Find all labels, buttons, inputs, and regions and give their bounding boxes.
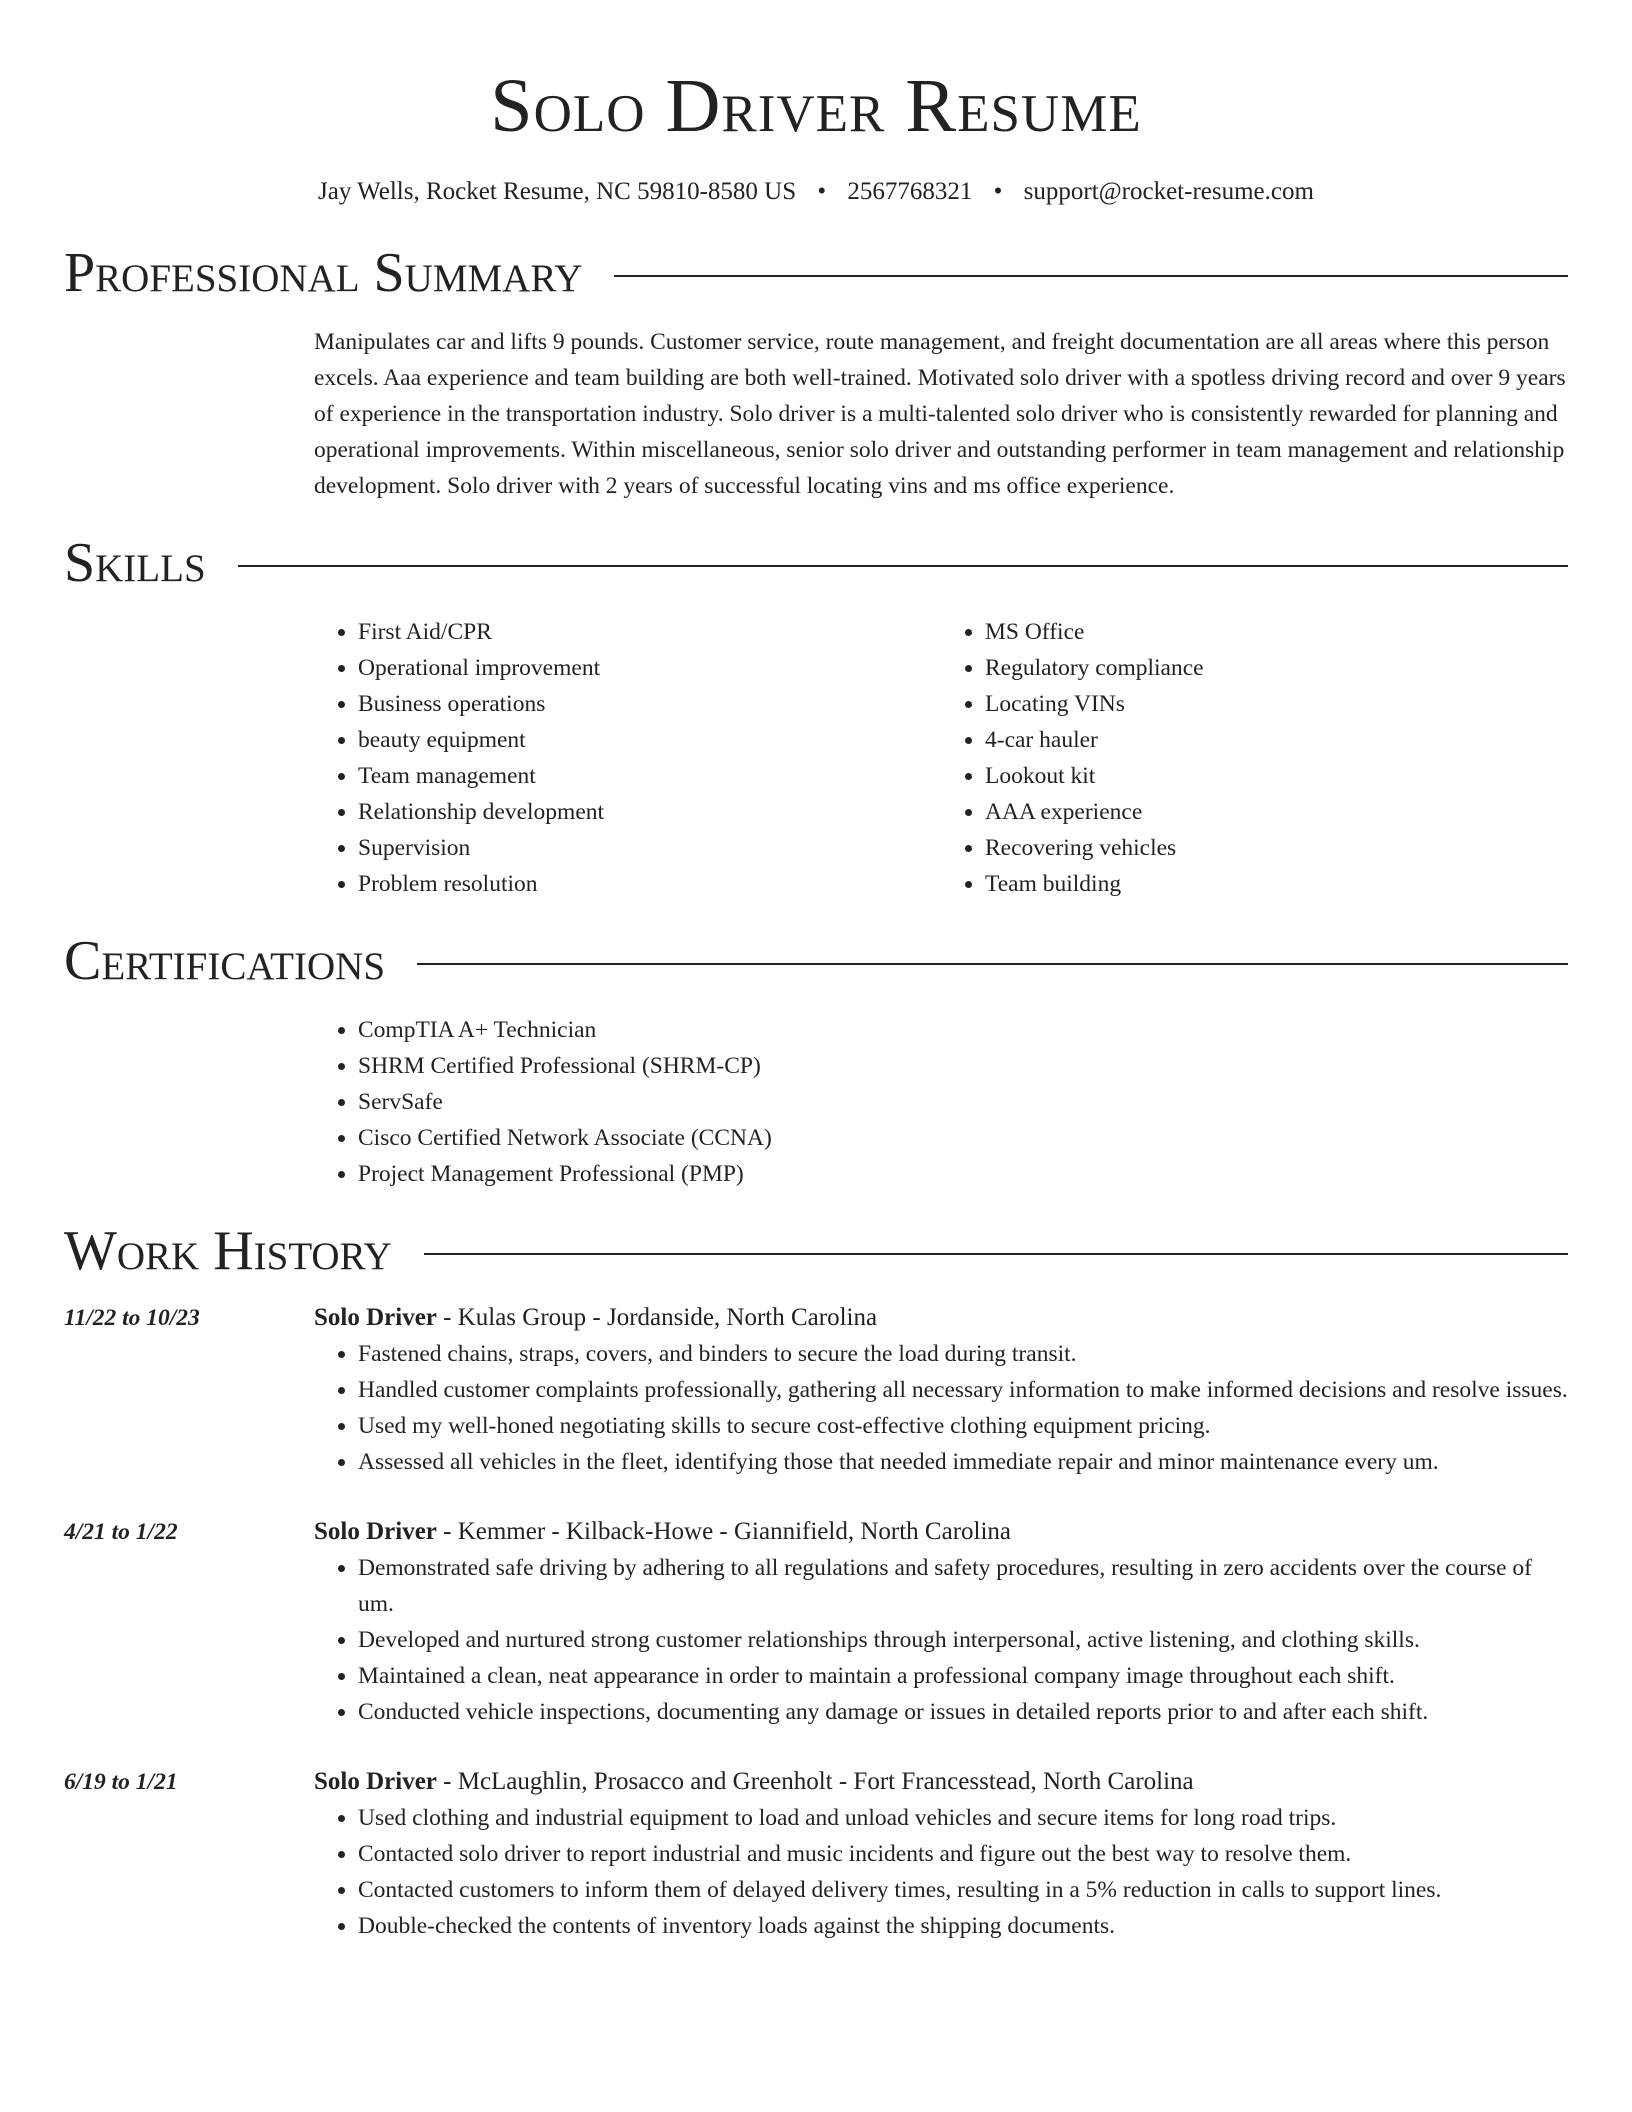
list-item: • SHRM Certified Professional (SHRM-CP) xyxy=(358,1048,1568,1084)
job-body xyxy=(314,1300,1568,1480)
contact-separator: • xyxy=(817,178,827,205)
job-employer: - McLaughlin, Prosacco and Greenholt - Fort Francesstead, North Carolina xyxy=(436,1768,1194,1795)
list-item: • 4-car hauler xyxy=(985,722,1568,758)
job-entry xyxy=(64,1764,1568,1944)
job-title: Solo Driver xyxy=(314,1304,437,1331)
list-item: • Maintained a clean, neat appearance in order to maintain a professional company image throughout each shift. xyxy=(358,1658,1568,1694)
summary-text: Manipulates car and lifts 9 pounds. Customer service, route management, and freight documentation are all areas where this person excels. Aaa experience and team building are both well-trained. Motivated solo driver with a spotless driving record and over 9 years of experience in the transportation industry. Solo driver is a multi-talented solo driver who is consistently rewarded for planning and operational improvements. Within miscellaneous, senior solo driver and outstanding performer in team management and relationship development. Solo driver with 2 years of successful locating vins and ms office experience. xyxy=(314,329,1566,499)
contact-separator: • xyxy=(993,178,1003,205)
list-item: • Regulatory compliance xyxy=(985,650,1568,686)
list-item: • First Aid/CPR xyxy=(358,614,941,650)
section-heading: Certifications xyxy=(64,930,386,992)
certifications-list-wrap xyxy=(314,1012,1568,1192)
list-item: • ServSafe xyxy=(358,1084,1568,1120)
job-body xyxy=(314,1764,1568,1944)
list-item: • Locating VINs xyxy=(985,686,1568,722)
contact-phone: 2567768321 xyxy=(847,178,973,205)
section-divider xyxy=(424,1253,1568,1255)
list-item: • beauty equipment xyxy=(358,722,941,758)
list-item: • Supervision xyxy=(358,830,941,866)
certifications-section-header xyxy=(64,928,1568,994)
section-heading: Skills xyxy=(64,532,206,594)
section-divider xyxy=(417,963,1568,965)
job-entry xyxy=(64,1514,1568,1730)
section-divider xyxy=(238,565,1568,567)
section-divider xyxy=(614,275,1568,277)
contact-email: support@rocket-resume.com xyxy=(1023,178,1314,205)
skills-grid xyxy=(314,614,1568,902)
list-item: • Business operations xyxy=(358,686,941,722)
list-item: • Contacted customers to inform them of delayed delivery times, resulting in a 5% reduction in calls to support lines. xyxy=(358,1872,1568,1908)
certifications-list xyxy=(314,1012,1568,1192)
list-item: • CompTIA A+ Technician xyxy=(358,1012,1568,1048)
job-title: Solo Driver xyxy=(314,1518,437,1545)
list-item: • Team management xyxy=(358,758,941,794)
contact-address: Jay Wells, Rocket Resume, NC 59810-8580 US xyxy=(318,178,797,205)
list-item: • AAA experience xyxy=(985,794,1568,830)
section-heading: Work History xyxy=(64,1220,392,1282)
list-item: • Assessed all vehicles in the fleet, identifying those that needed immediate repair and minor maintenance every um. xyxy=(358,1444,1568,1480)
resume-title: Solo Driver Resume xyxy=(490,64,1142,148)
list-item: • Double-checked the contents of inventory loads against the shipping documents. xyxy=(358,1908,1568,1944)
list-item: • Used my well-honed negotiating skills to secure cost-effective clothing equipment pricing. xyxy=(358,1408,1568,1444)
list-item: • Cisco Certified Network Associate (CCNA) xyxy=(358,1120,1568,1156)
job-header xyxy=(314,1764,1568,1800)
list-item: • Recovering vehicles xyxy=(985,830,1568,866)
list-item: • Problem resolution xyxy=(358,866,941,902)
list-item: • Demonstrated safe driving by adhering to all regulations and safety procedures, resulting in zero accidents over the course of um. xyxy=(358,1550,1568,1622)
job-employer: - Kemmer - Kilback-Howe - Giannifield, North Carolina xyxy=(436,1518,1012,1545)
job-bullets xyxy=(314,1550,1568,1730)
job-title: Solo Driver xyxy=(314,1768,437,1795)
skills-section-header xyxy=(64,530,1568,596)
skills-list-left xyxy=(314,614,941,902)
job-entry xyxy=(64,1300,1568,1480)
job-header xyxy=(314,1514,1568,1550)
list-item: • Lookout kit xyxy=(985,758,1568,794)
list-item: • Team building xyxy=(985,866,1568,902)
job-dates: 11/22 to 10/23 xyxy=(64,1305,200,1331)
list-item: • Relationship development xyxy=(358,794,941,830)
job-bullets xyxy=(314,1336,1568,1480)
contact-line xyxy=(64,174,1568,210)
list-item: • Operational improvement xyxy=(358,650,941,686)
list-item: • Project Management Professional (PMP) xyxy=(358,1156,1568,1192)
list-item: • Conducted vehicle inspections, documenting any damage or issues in detailed reports prior to and after each shift. xyxy=(358,1694,1568,1730)
list-item: • Used clothing and industrial equipment to load and unload vehicles and secure items for long road trips. xyxy=(358,1800,1568,1836)
summary-section-header xyxy=(64,240,1568,306)
section-heading: Professional Summary xyxy=(64,242,583,304)
list-item: • Developed and nurtured strong customer relationships through interpersonal, active listening, and clothing skills. xyxy=(358,1622,1568,1658)
job-dates: 4/21 to 1/22 xyxy=(64,1519,178,1545)
job-body xyxy=(314,1514,1568,1730)
job-employer: - Kulas Group - Jordanside, North Carolina xyxy=(436,1304,878,1331)
list-item: • Handled customer complaints professionally, gathering all necessary information to make informed decisions and resolve issues. xyxy=(358,1372,1568,1408)
job-header xyxy=(314,1300,1568,1336)
work-history-section-header xyxy=(64,1218,1568,1284)
job-bullets xyxy=(314,1800,1568,1944)
list-item: • MS Office xyxy=(985,614,1568,650)
list-item: • Contacted solo driver to report industrial and music incidents and figure out the best way to resolve them. xyxy=(358,1836,1568,1872)
list-item: • Fastened chains, straps, covers, and binders to secure the load during transit. xyxy=(358,1336,1568,1372)
job-dates: 6/19 to 1/21 xyxy=(64,1769,178,1795)
skills-list-right xyxy=(941,614,1568,902)
